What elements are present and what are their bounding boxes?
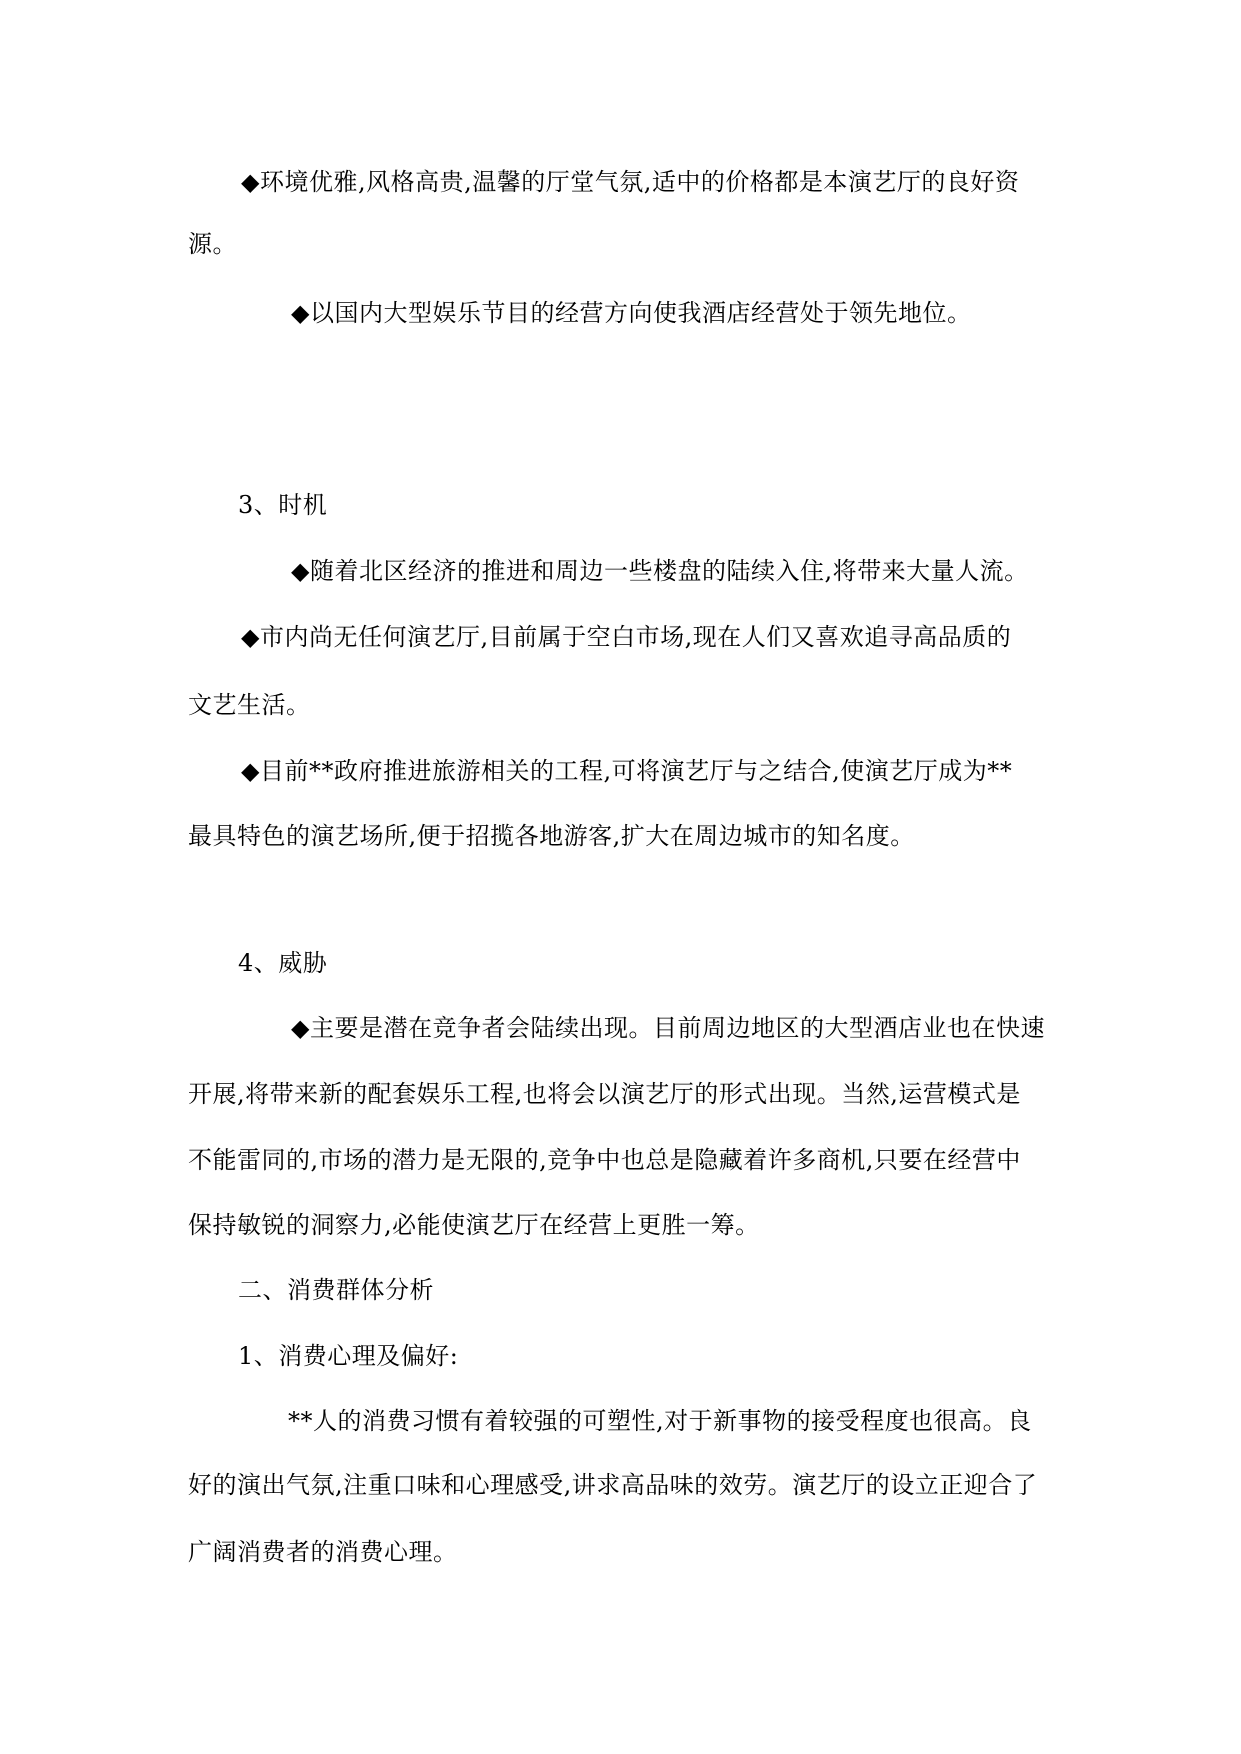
strength-bullet-environment-line-2: 源。 xyxy=(188,230,237,258)
consumer-paragraph-line-3: 广阔消费者的消费心理。 xyxy=(188,1538,458,1566)
subheading-consumer-psychology: 1、消费心理及偏好: xyxy=(238,1342,459,1370)
consumer-paragraph-line-2: 好的演出气氛,注重口味和心理感受,讲求高品味的效劳。演艺厅的设立正迎合了 xyxy=(188,1471,1038,1499)
threat-paragraph-line-2: 开展,将带来新的配套娱乐工程,也将会以演艺厅的形式出现。当然,运营模式是 xyxy=(188,1080,1021,1108)
opportunity-bullet-tourism-line-2: 最具特色的演艺场所,便于招揽各地游客,扩大在周边城市的知名度。 xyxy=(188,822,915,850)
section-heading-consumer-analysis: 二、消费群体分析 xyxy=(238,1276,434,1304)
section-heading-opportunity: 3、时机 xyxy=(238,491,328,519)
opportunity-bullet-market-line-1: ◆市内尚无任何演艺厅,目前属于空白市场,现在人们又喜欢追寻高品质的 xyxy=(241,623,1012,651)
threat-paragraph-line-1: ◆主要是潜在竞争者会陆续出现。目前周边地区的大型酒店业也在快速 xyxy=(291,1014,1045,1042)
strength-bullet-programs: ◆以国内大型娱乐节目的经营方向使我酒店经营处于领先地位。 xyxy=(291,299,972,327)
threat-paragraph-line-4: 保持敏锐的洞察力,必能使演艺厅在经营上更胜一筹。 xyxy=(188,1211,760,1239)
opportunity-bullet-tourism-line-1: ◆目前**政府推进旅游相关的工程,可将演艺厅与之结合,使演艺厅成为** xyxy=(241,757,1013,785)
section-heading-threat: 4、威胁 xyxy=(238,949,328,977)
opportunity-bullet-north-district: ◆随着北区经济的推进和周边一些楼盘的陆续入住,将带来大量人流。 xyxy=(291,557,1029,585)
strength-bullet-environment-line-1: ◆环境优雅,风格高贵,温馨的厅堂气氛,适中的价格都是本演艺厅的良好资 xyxy=(241,168,1020,196)
consumer-paragraph-line-1: **人的消费习惯有着较强的可塑性,对于新事物的接受程度也很高。良 xyxy=(288,1407,1032,1435)
opportunity-bullet-market-line-2: 文艺生活。 xyxy=(188,691,311,719)
threat-paragraph-line-3: 不能雷同的,市场的潜力是无限的,竞争中也总是隐藏着许多商机,只要在经营中 xyxy=(188,1146,1021,1174)
